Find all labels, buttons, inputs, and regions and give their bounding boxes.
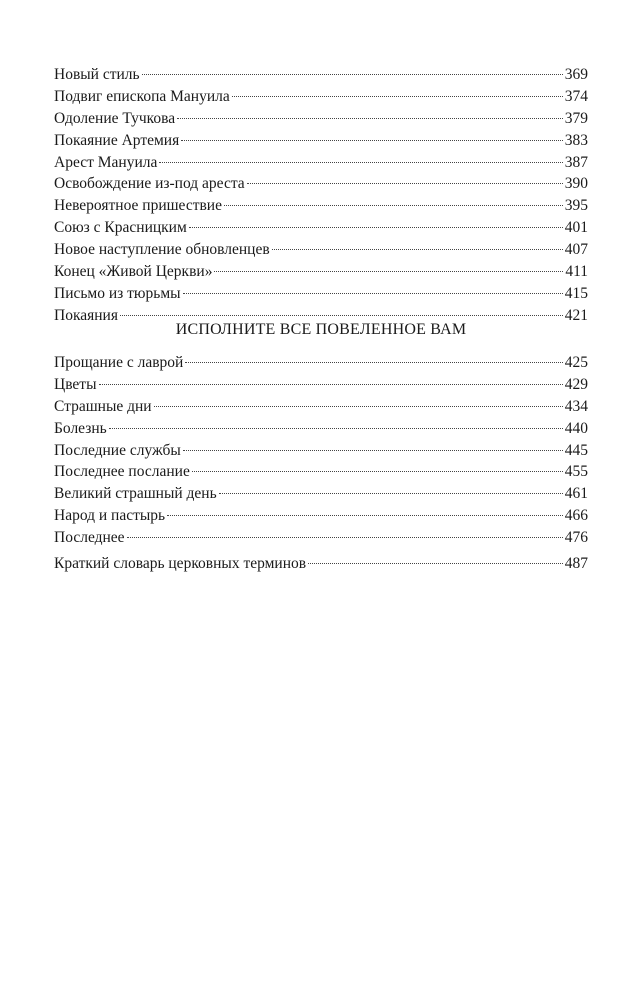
toc-entry-title: Новый стиль <box>54 66 140 83</box>
dot-leader <box>159 162 562 163</box>
toc-entry-page: 401 <box>564 219 588 237</box>
toc-entry <box>54 261 588 283</box>
toc-entry-page: 411 <box>565 263 588 281</box>
toc-entry-title: Цветы <box>54 375 97 393</box>
toc-appendix <box>54 553 588 575</box>
toc-entry-page: 421 <box>564 306 588 324</box>
dot-leader <box>247 183 563 184</box>
toc-entry-title: Невероятное пришествие <box>54 197 222 215</box>
toc-entry-title: Одоление Тучкова <box>54 109 176 127</box>
toc-entry-title: Подвиг епископа Мануила <box>54 87 230 105</box>
toc-entry-title: Новое наступление обновленцев <box>54 241 270 259</box>
toc-entry-title: Народ и пастырь <box>54 507 166 525</box>
toc-entry-page: 415 <box>564 284 588 302</box>
dot-leader <box>308 563 563 564</box>
toc-entry-title: Страшные дни <box>54 397 152 415</box>
toc-entry-title: Краткий словарь церковных терминов <box>54 555 307 572</box>
dot-leader <box>127 537 563 538</box>
dot-leader <box>109 428 563 429</box>
toc-entry-title: Великий страшный день <box>54 485 217 503</box>
toc-entry <box>54 352 588 374</box>
toc-section-1 <box>54 64 588 327</box>
dot-leader <box>142 74 563 75</box>
dot-leader <box>99 384 563 385</box>
dot-leader <box>183 450 563 451</box>
toc-entry-page: 445 <box>564 441 588 459</box>
dot-leader <box>120 315 563 316</box>
dot-leader <box>224 205 563 206</box>
toc-entry-page: 383 <box>564 131 588 149</box>
toc-entry <box>54 374 588 396</box>
toc-entry <box>54 86 588 108</box>
toc-entry-page: 425 <box>564 354 588 371</box>
toc-entry-page: 387 <box>564 153 588 171</box>
dot-leader <box>192 471 563 472</box>
toc-entry-title: Освобождение из-под ареста <box>54 175 245 193</box>
dot-leader <box>183 293 563 294</box>
toc-entry-page: 429 <box>564 375 588 393</box>
section-heading: ИСПОЛНИТЕ ВСЕ ПОВЕЛЕННОЕ ВАМ <box>175 321 467 338</box>
toc-entry-page: 407 <box>564 241 588 259</box>
toc-entry-page: 395 <box>564 197 588 215</box>
toc-entry-title: Прощание с лаврой <box>54 354 184 371</box>
toc-entry-title: Болезнь <box>54 419 107 437</box>
dot-leader <box>272 249 563 250</box>
toc-entry <box>54 152 588 174</box>
toc-entry-title: Последнее послание <box>54 463 190 481</box>
toc-entry-title: Письмо из тюрьмы <box>54 284 181 302</box>
toc-entry-page: 487 <box>564 555 588 572</box>
toc-entry <box>54 217 588 239</box>
toc-entry <box>54 396 588 418</box>
dot-leader <box>232 96 563 97</box>
toc-entry <box>54 553 588 575</box>
toc-entry-title: Последние службы <box>54 441 181 459</box>
dot-leader <box>177 118 563 119</box>
toc-section-2 <box>54 352 588 549</box>
toc-entry <box>54 108 588 130</box>
toc-entry-page: 374 <box>564 87 588 105</box>
toc-entry <box>54 483 588 505</box>
toc-entry-page: 461 <box>564 485 588 503</box>
toc-entry-title: Конец «Живой Церкви» <box>54 263 213 281</box>
toc-entry-page: 440 <box>564 419 588 437</box>
dot-leader <box>181 140 563 141</box>
toc-entry-page: 434 <box>564 397 588 415</box>
toc-entry <box>54 440 588 462</box>
toc-entry-title: Арест Мануила <box>54 153 158 171</box>
toc-entry-title: Союз с Красницким <box>54 219 187 237</box>
toc-entry <box>54 418 588 440</box>
toc-entry-page: 390 <box>564 175 588 193</box>
toc-entry-page: 455 <box>564 463 588 481</box>
toc-entry-page: 379 <box>564 109 588 127</box>
toc-entry <box>54 283 588 305</box>
dot-leader <box>219 493 563 494</box>
toc-entry-title: Покаяние Артемия <box>54 131 180 149</box>
dot-leader <box>185 362 562 363</box>
toc-entry <box>54 173 588 195</box>
toc-entry <box>54 239 588 261</box>
toc-entry <box>54 461 588 483</box>
toc-entry-page: 476 <box>564 529 588 547</box>
toc-entry <box>54 64 588 86</box>
toc-entry-title: Покаяния <box>54 306 118 324</box>
toc-entry <box>54 505 588 527</box>
dot-leader <box>154 406 563 407</box>
toc-entry <box>54 130 588 152</box>
dot-leader <box>189 227 563 228</box>
toc-entry-title: Последнее <box>54 529 125 547</box>
toc-entry-page: 369 <box>564 66 588 83</box>
dot-leader <box>214 271 563 272</box>
toc-entry-page: 466 <box>564 507 588 525</box>
dot-leader <box>167 515 563 516</box>
toc-entry <box>54 527 588 549</box>
toc-entry <box>54 195 588 217</box>
